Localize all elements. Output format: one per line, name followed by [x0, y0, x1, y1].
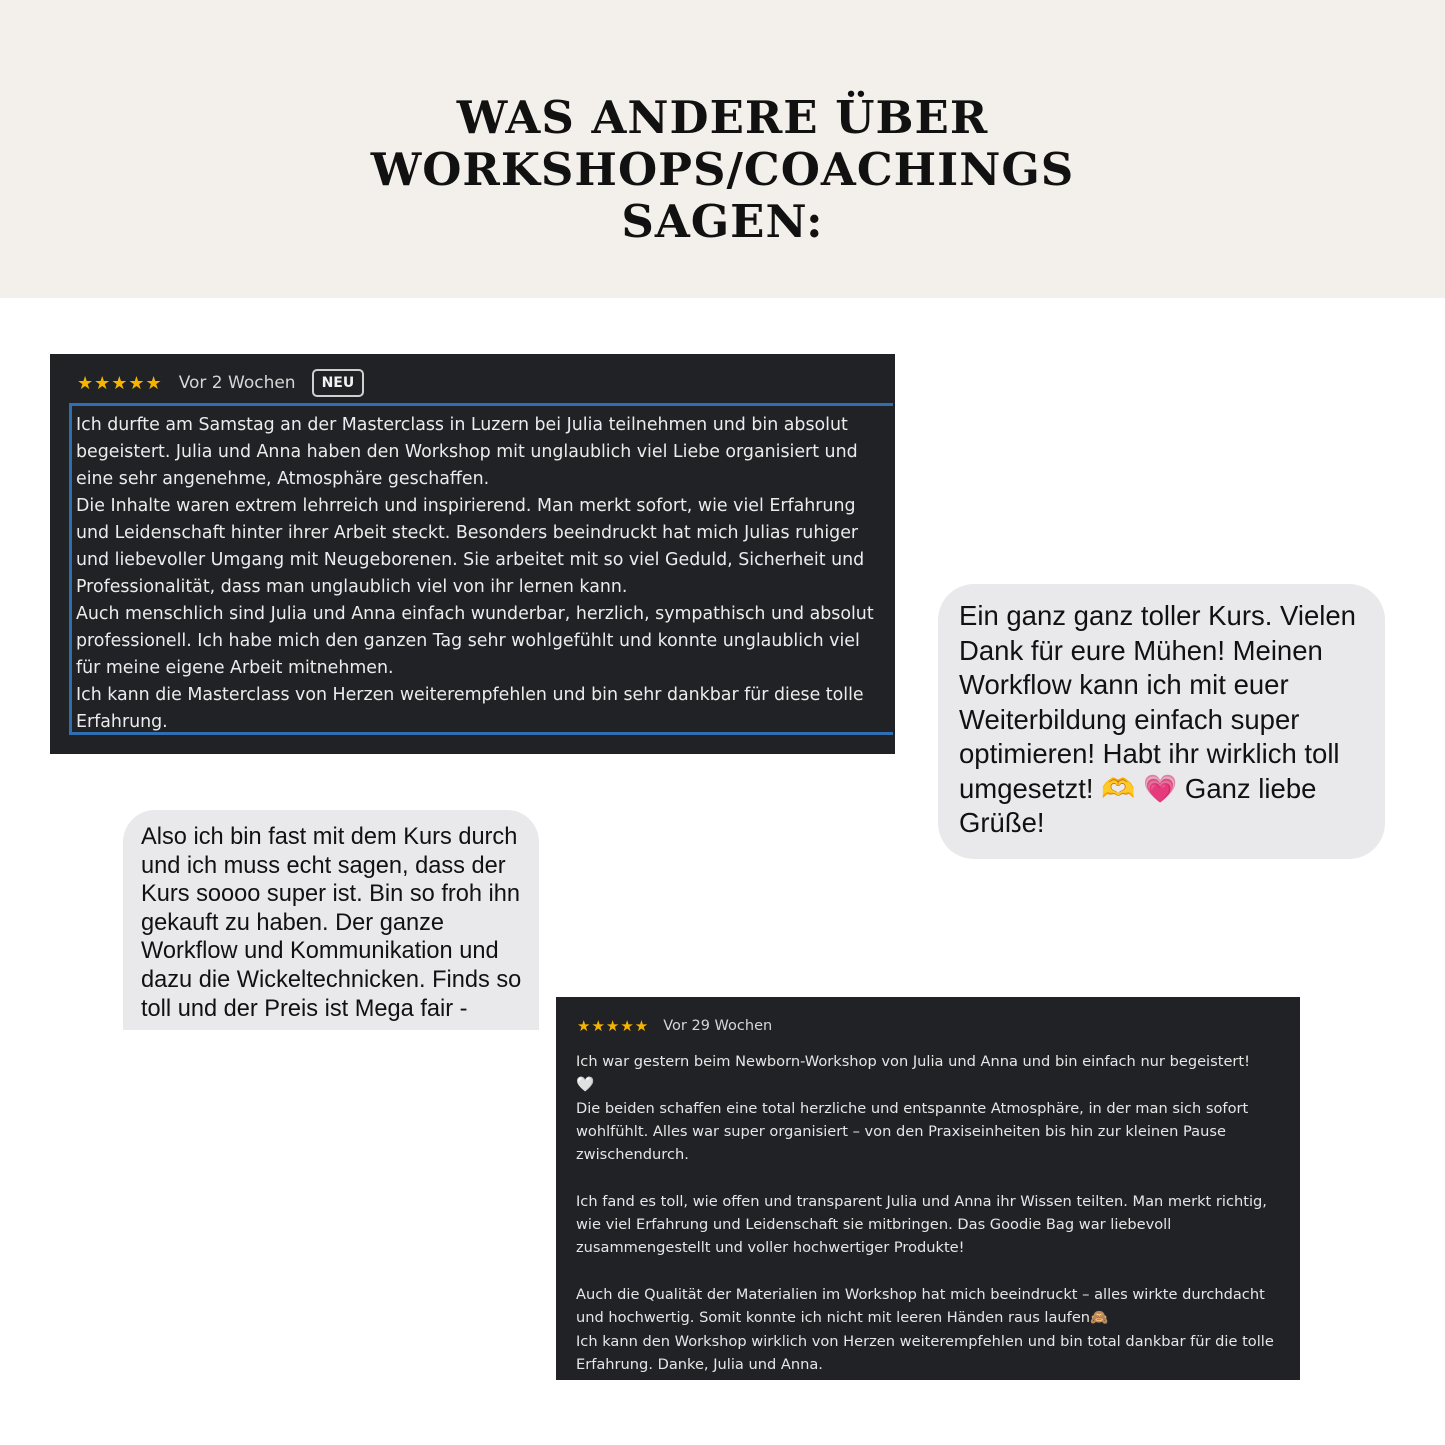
see-no-evil-monkey-icon: 🙈 — [1090, 1309, 1109, 1327]
review-text — [576, 1050, 1288, 1376]
star-rating-icon: ★★★★★ — [77, 372, 163, 394]
header-banner — [0, 0, 1445, 298]
pink-heart-icon: 💗 — [1143, 772, 1178, 805]
review-paragraph: Ich kann die Masterclass von Herzen weiterempfehlen und bin sehr dankbar für diese tolle Erfahrung. — [76, 685, 864, 732]
review-paragraph: Die beiden schaffen eine total herzliche und entspannte Atmosphäre, in der man sich sofort wohlfühlt. Alles war super organisiert – von den Praxiseinheiten bis hin zur kleinen Pause zwischendurch. — [576, 1099, 1249, 1164]
review-sentence: Auch die Qualität der Materialien im Workshop hat mich beeindruckt – alles wirkte durchdacht und hochwertig. Somit konnte ich nicht mit leeren Händen raus laufen — [576, 1285, 1265, 1327]
review-date: Vor 29 Wochen — [663, 1018, 773, 1034]
chat-bubble-text — [959, 599, 1369, 841]
review-text-selected[interactable] — [69, 403, 893, 735]
title-line-1: WAS ANDERE ÜBER — [456, 91, 989, 144]
review-paragraph — [576, 1050, 1288, 1097]
chat-bubble-feedback-workflow — [123, 810, 539, 1030]
page-title — [0, 92, 1445, 248]
review-sentence: Ich war gestern beim Newborn-Workshop von Julia und Anna und bin einfach nur begeistert! — [576, 1053, 1250, 1070]
chat-bubble-feedback-kurs — [938, 584, 1385, 859]
review-paragraph: Ich fand es toll, wie offen und transparent Julia und Anna ihr Wissen teilten. Man merkt richtig, wie viel Erfahrung und Leidenschaft sie mitbringen. Das Goodie Bag war liebevoll zusammengestellt und voller hochwertiger Produkte! — [576, 1192, 1267, 1257]
chat-bubble-text: Also ich bin fast mit dem Kurs durch und ich muss echt sagen, dass der Kurs soooo super ist. Bin so froh ihn gekauft zu haben. Der ganze Workflow und Kommunikation und dazu die Wickeltechnicken. Finds so toll und der Preis ist Mega fair - — [141, 824, 522, 1022]
review-paragraph: Auch menschlich sind Julia und Anna einfach wunderbar, herzlich, sympathisch und absolut professionell. Ich habe mich den ganzen Tag sehr wohlgefühlt und konnte unglaublich viel für meine eigene Arbeit mitnehmen. — [76, 604, 874, 678]
white-heart-icon: 🤍 — [576, 1076, 595, 1094]
bubble-text-part: Ganz liebe Grüße! — [959, 772, 1317, 838]
title-line-2: WORKSHOPS/COACHINGS — [370, 143, 1075, 196]
review-paragraph: Ich kann den Workshop wirklich von Herzen weiterempfehlen und bin total dankbar für die tolle Erfahrung. Danke, Julia und Anna. — [576, 1332, 1274, 1373]
new-badge: NEU — [312, 369, 365, 397]
review-paragraph — [576, 1283, 1288, 1330]
bubble-text-part: Ein ganz ganz toller Kurs. Vielen Dank für eure Mühen! Meinen Workflow kann ich mit euer Weiterbildung einfach super optimieren! Habt ihr wirklich toll umgesetzt! — [959, 600, 1356, 804]
review-card-masterclass — [50, 354, 895, 754]
review-card-newborn-workshop — [556, 997, 1300, 1380]
title-line-3: SAGEN: — [621, 195, 824, 248]
star-rating-icon: ★★★★★ — [577, 1017, 650, 1035]
review-date: Vor 2 Wochen — [178, 373, 296, 393]
heart-hands-icon: 🫶 — [1101, 772, 1136, 805]
review-paragraph: Ich durfte am Samstag an der Masterclass in Luzern bei Julia teilnehmen und bin absolut begeistert. Julia und Anna haben den Workshop mit unglaublich viel Liebe organisiert und eine sehr angenehme, Atmosphäre geschaffen. — [76, 415, 858, 489]
review-paragraph: Die Inhalte waren extrem lehrreich und inspirierend. Man merkt sofort, wie viel Erfahrung und Leidenschaft hinter ihrer Arbeit steckt. Besonders beeindruckt hat mich Julias ruhiger und liebevoller Umgang mit Neugeborenen. Sie arbeitet mit so viel Geduld, Sicherheit und Professionalität, dass man unglaublich viel von ihr lernen kann. — [76, 496, 865, 597]
review-meta — [77, 369, 364, 397]
review-meta — [577, 1017, 772, 1035]
